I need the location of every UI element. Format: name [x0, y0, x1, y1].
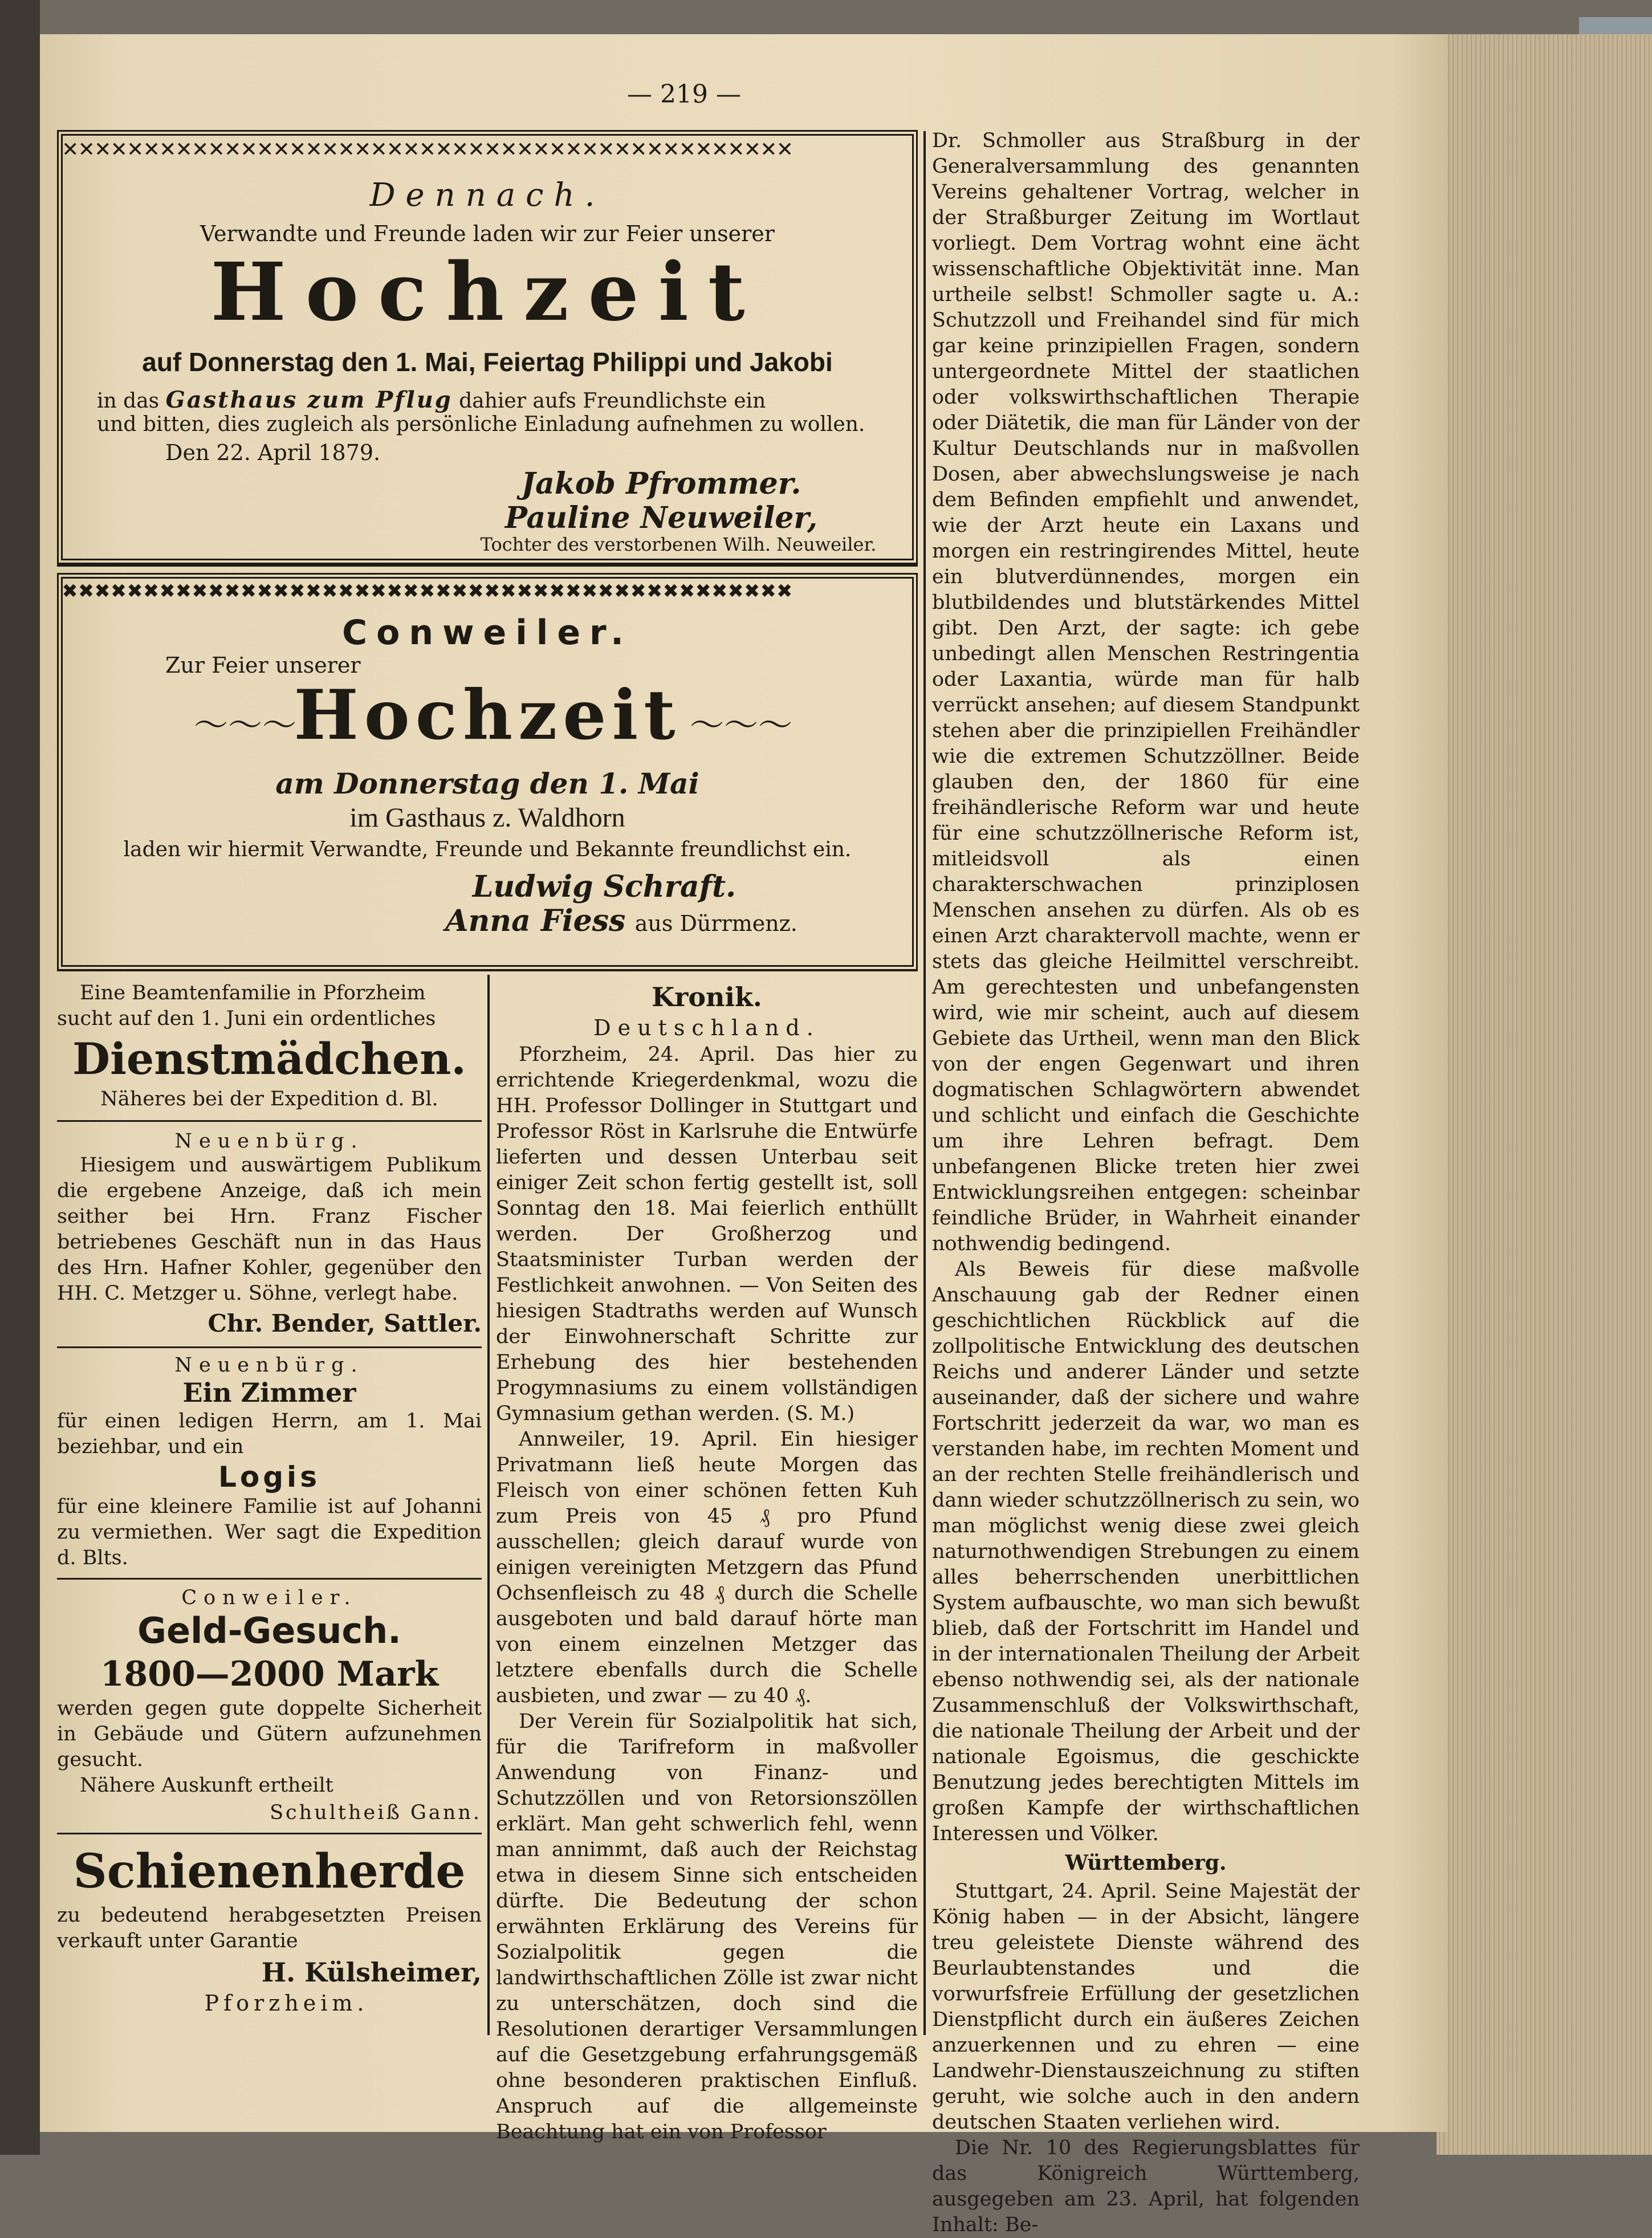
ad1-inn-pre: in das: [97, 389, 160, 413]
ad1-date: Den 22. April 1879.: [165, 440, 381, 465]
ad-loan-place: Conweiler.: [181, 1586, 357, 1609]
ad-saddler-sign: Chr. Bender, Sattler.: [207, 1309, 482, 1337]
kronik-column: [496, 980, 918, 2145]
ad2-headline: Hochzeit: [294, 675, 681, 755]
ad-loan-headline: Geld-Gesuch.: [137, 1610, 401, 1651]
ad2-invite-line: Zur Feier unserer: [165, 653, 361, 678]
ad1-headline: Hochzeit: [210, 246, 764, 339]
wedding-ad-dennach: [57, 130, 918, 564]
right-column: [932, 128, 1360, 2238]
ad2-groom: Ludwig Schraft.: [472, 869, 737, 904]
divider-line: [57, 564, 918, 567]
book-spine-shadow: [0, 0, 40, 2155]
ad1-bride-note: Tochter des verstorbenen Wilh. Neuweiler.: [480, 534, 877, 555]
kronik-paragraph: Der Verein für Sozialpolitik hat sich, für die Tarifreform in maßvoller Anwendung von Finanz- und Schutzzöllen und von Retorsionszöllen erklärt. Man geht schwerlich fehl, wenn man annimmt, daß auch der Reichstag etwa in diesem Sinne sich entscheiden dürfte. Die Bedeutung der schon erwähnten Erklärung des Vereins für Sozialpolitik gegen die landwirthschaftlichen Zölle ist zwar nicht zu unterschätzen, doch sind die Resolutionen derartiger Versammlungen auf die Gesetzgebung erfahrungsgemäß ohne besonderen praktischen Einfluß. Anspruch auf die allgemeinste Beachtung hat ein von Professor: [496, 1710, 918, 2143]
ad1-bride: Pauline Neuweiler,: [504, 501, 818, 535]
right-paragraph: Dr. Schmoller aus Straßburg in der Generalversammlung des genannten Vereins gehaltener Vortrag, welcher in der Straßburger Zeitung im Wortlaut vorliegt. Dem Vortrag wohnt eine ächt wissenschaftliche Objektivität inne. Man urtheile selbst! Schmoller sagte u. A.: Schutzzoll und Freihandel sind für mich gar keine prinzipiellen Fragen, sondern untergeordnete Mittel der staatlichen oder volkswirthschaftlichen Therapie oder Diätetik, die man für Länder von der Kultur Deutschlands nur in maßvollen Dosen, aber abwechslungsweise je nach dem Befinden empfiehlt und anwendet, wie der Arzt heute ein Laxans und morgen ein restringirendes Mittel, heute ein blutverdünnendes, morgen ein blutbildendes und blutstärkendes Mittel gibt. Den Arzt, der sagte: ich gebe unbedingt allen Menschen Restringentia oder Laxantia, würde man für halb verrückt ansehen; auf diesem Standpunkt stehen aber die prinzipiellen Freihändler wie die extremen Schutzzöllner. Beide glauben den, der 1860 für eine freihändlerische Reform war und heute für eine schutzzöllnerische Reform ist, mitleidsvoll als einen charakterschwachen prinziplosen Menschen ansehen zu dürfen. Als ob es einen Arzt charaktervoll machte, wenn er stets das gleiche Heilmittel verschreibt. Am gerechtesten und unbefangensten wird, wie mir scheint, auch auf diesem Gebiete das Urtheil, wenn man den Blick von der engen Gegenwart und ihren dogmatischen Schlagwörtern abwendet und schlicht und einfach die Geschichte um ihre Lehren befragt. Dem unbefangenen Blicke treten hier zwei Entwicklungsreihen entgegen: scheinbar feindliche Brüder, in Wahrheit einander nothwendig bedingend.: [932, 129, 1360, 1255]
ad-room-place: Neuenbürg.: [174, 1354, 364, 1377]
page-stack-edge: [1437, 34, 1652, 2155]
ad-room-headline: Ein Zimmer: [182, 1377, 356, 1408]
ad-stoves-headline: Schienenherde: [73, 1844, 466, 1899]
ad-servant-headline: Dienstmädchen.: [72, 1033, 466, 1084]
ad-room-text1: für einen ledigen Herrn, am 1. Mai beziehbar, und ein: [57, 1410, 482, 1458]
ad-stoves-text: zu bedeutend herabgesetzten Preisen verkauft unter Garantie: [57, 1904, 482, 1952]
ad1-inn-line: [97, 386, 889, 413]
kronik-title: Kronik.: [652, 982, 762, 1012]
ad2-bride-origin: aus Dürrmenz.: [634, 911, 797, 936]
ad1-inn-name: Gasthaus zum Pflug: [165, 386, 453, 413]
ad2-place: Conweiler.: [342, 613, 633, 653]
ad-loan-amount: 1800—2000 Mark: [100, 1654, 439, 1694]
ad-servant-line2: sucht auf den 1. Juni ein ordentliches: [57, 1007, 436, 1030]
ad-saddler-text: Hiesigem und auswärtigem Publikum die ergebene Anzeige, daß ich mein seither bei Hrn. Franz Fischer betriebenes Geschäft nun in das Haus des Hrn. Hafner Kohler, gegenüber den HH. C. Metzger u. Söhne, verlegt habe.: [57, 1154, 482, 1305]
ad2-right-flourish: 〜〜〜: [690, 706, 792, 746]
column-rule-2: [923, 131, 926, 2035]
ad1-invite-line: Verwandte und Freunde laden wir zur Feier unserer: [200, 221, 775, 246]
ad1-date-line: auf Donnerstag den 1. Mai, Feiertag Philippi und Jakobi: [142, 347, 833, 377]
page-number: — 219 —: [627, 80, 741, 109]
ad2-venue: im Gasthaus z. Waldhorn: [349, 803, 625, 833]
wedding-ad-conweiler: [57, 573, 918, 971]
ad-servant-text: [57, 980, 482, 1032]
kronik-body: [496, 1042, 918, 2145]
kronik-section: Deutschland.: [593, 1015, 820, 1040]
divider-line: [57, 969, 918, 971]
ad2-invite-text: laden wir hiermit Verwandte, Freunde und Bekannte freundlichst ein.: [123, 838, 852, 861]
ad2-bride-line: [376, 904, 866, 938]
ad1-inn-post: dahier aufs Freundlichste ein: [459, 389, 766, 413]
ad-stoves-city: Pforzheim.: [204, 1991, 369, 2016]
ad-stoves-sign: H. Külsheimer,: [261, 1957, 482, 1988]
ad1-place: Dennach.: [369, 177, 605, 214]
right-paragraph: Stuttgart, 24. April. Seine Majestät der König haben — in der Absicht, längere treu geleistete Dienste während des Beurlaubtenstandes und die vorwurfsfreie Erfüllung der gesetzlichen Dienstpflicht durch ein äußeres Zeichen anzuerkennen und zu ehren — eine Landwehr-Dienstauszeichnung zu stiften geruht, wie solche auch in den andern deutschen Staaten verliehen wird.: [932, 1880, 1360, 2134]
kronik-paragraph: Pforzheim, 24. April. Das hier zu errichtende Kriegerdenkmal, wozu die HH. Professor Dollinger in Stuttgart und Professor Röst in Karlsruhe die Entwürfe lieferten und dessen Unterbau seit einiger Zeit schon fertig gestellt ist, soll Sonntag den 18. Mai feierlich enthüllt werden. Der Großherzog und Staatsminister Turban werden der Festlichkeit anwohnen. — Von Seiten des hiesigen Stadtraths werden auf Wunsch der Einwohnerschaft Schritte zur Erhebung des hier bestehenden Progymnasiums zu einem vollständigen Gymnasium gethan werden. (S. M.): [496, 1043, 918, 1425]
ad-room-headline2: Logis: [218, 1460, 320, 1494]
ornament-border-top: ✕✕✕✕✕✕✕✕✕✕✕✕✕✕✕✕✕✕✕✕✕✕✕✕✕✕✕✕✕✕✕✕✕✕✕✕✕✕✕✕✕✕✕✕✕: [63, 136, 794, 161]
ad-divider: [57, 1833, 482, 1834]
right-body: [932, 128, 1360, 1847]
kronik-paragraph: Annweiler, 19. April. Ein hiesiger Privatmann ließ heute Morgen das Fleisch von einer schönen fetten Kuh zum Preis von 45 ₰ pro Pfund ausschellen; gleich darauf wurde von einigen vereinigten Metzgern das Pfund Ochsenfleisch zu 48 ₰ durch die Schelle ausgeboten und bald darauf hörte man von einem einzelnen Metzger das letztere ebenfalls durch die Schelle ausbieten, und zwar — zu 40 ₰.: [496, 1428, 918, 1707]
ad1-groom: Jakob Pfrommer.: [521, 466, 801, 501]
ad-divider: [57, 1578, 482, 1580]
ad-servant-info: Näheres bei der Expedition d. Bl.: [100, 1088, 438, 1110]
ad-servant-line1: Eine Beamtenfamilie in Pforzheim: [80, 982, 426, 1004]
ad2-left-flourish: 〜〜〜: [194, 706, 296, 746]
ad1-request-line: und bitten, dies zugleich als persönliche Einladung aufnehmen zu wollen.: [97, 413, 865, 436]
column-rule-1: [487, 975, 490, 2035]
right-paragraph: Als Beweis für diese maßvolle Anschauung gab der Redner einen geschichtlichen Rückblick auf die zollpolitische Entwicklung des deutschen Reichs und anderer Länder und setzte auseinander, daß der sichere und wahre Fortschritt jederzeit da war, wo man es verstanden habe, im rechten Moment und an der rechten Stelle freihändlerisch und dann wieder schutzzöllnerisch zu sein, wo man möglichst wenig diese zwei gleich naturnothwendigen Strebungen zu einem alles beherrschenden unerbittlichen System aufbauschte, wo man sich bewußt blieb, daß der Fortschritt im Handel und in der internationalen Theilung der Arbeit ebenso nothwendig sei, als der nationale Zusammenschluß der Volkswirthschaft, die nationale Theilung der Arbeit und der nationale Egoismus, die geschickte Benutzung jedes berechtigten Mittels im großen Kampfe der wirthschaftlichen Interessen und Völker.: [932, 1258, 1360, 1845]
ad-loan-sign: Schultheiß Gann.: [270, 1801, 482, 1824]
ad2-date-line: am Donnerstag den 1. Mai: [275, 767, 699, 800]
ad-room-text2: für eine kleinere Familie ist auf Johanni zu vermiethen. Wer sagt die Expedition d. Blts.: [57, 1495, 482, 1569]
ad-saddler-place: Neuenbürg.: [174, 1130, 364, 1153]
ad-divider: [57, 1346, 482, 1348]
right-body-2: [932, 1879, 1360, 2238]
left-ads-column: [57, 980, 482, 2016]
ad2-bride: Anna Fiess: [445, 904, 626, 938]
right-paragraph: Die Nr. 10 des Regierungsblattes für das Königreich Württemberg, ausgegeben am 23. April, hat folgenden Inhalt: Be-: [932, 2137, 1360, 2236]
ad-divider: [57, 1120, 482, 1122]
ad-loan-text: werden gegen gute doppelte Sicherheit in Gebäude und Gütern aufzunehmen gesucht.: [57, 1697, 482, 1771]
right-section: Württemberg.: [1065, 1851, 1227, 1875]
ad-loan-info: Nähere Auskunft ertheilt: [80, 1774, 333, 1797]
ornament-border-top: ✖✖✖✖✖✖✖✖✖✖✖✖✖✖✖✖✖✖✖✖✖✖✖✖✖✖✖✖✖✖✖✖✖✖✖✖✖✖✖✖✖✖✖✖✖: [63, 579, 794, 604]
